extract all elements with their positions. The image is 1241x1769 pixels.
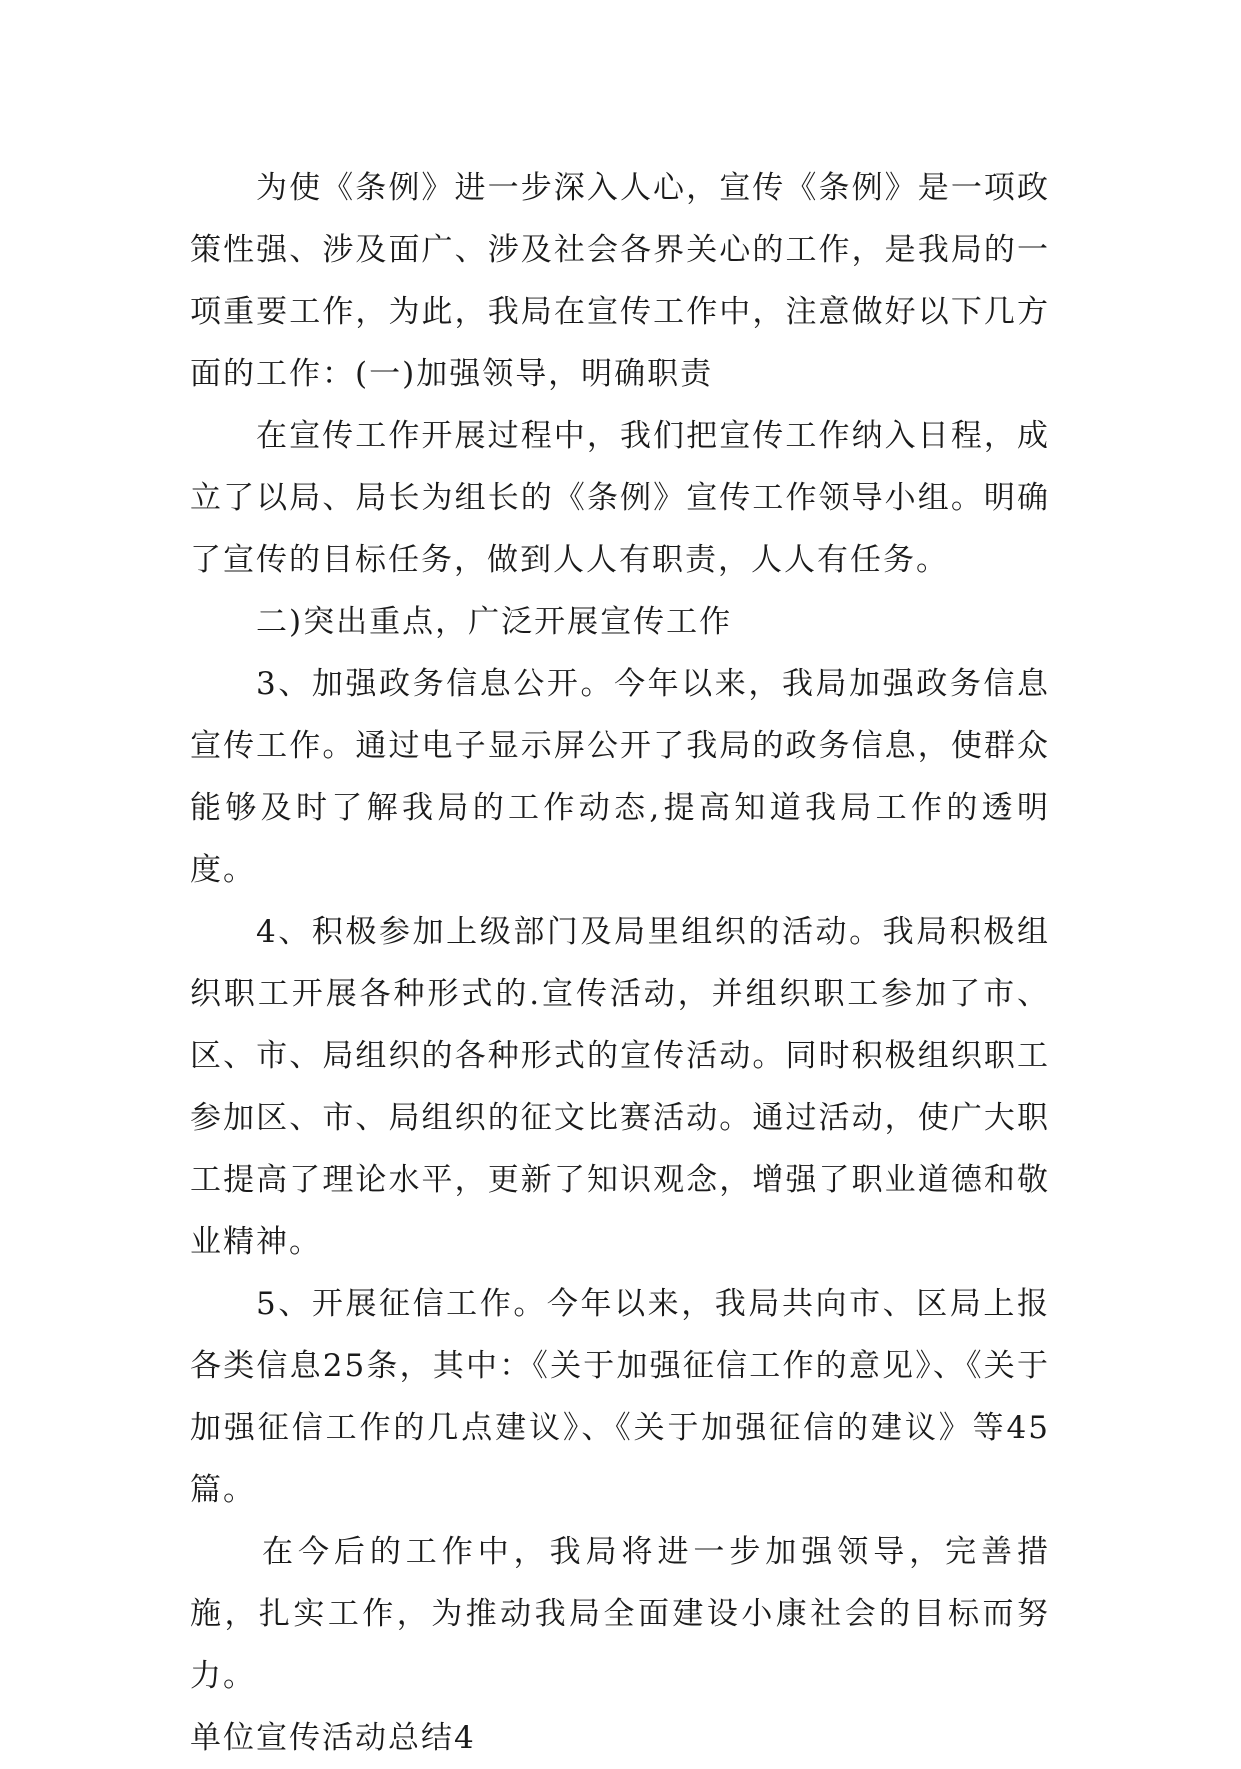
paragraph-item-4: 4、积极参加上级部门及局里组织的活动。我局积极组织职工开展各种形式的.宣传活动，并组织职工参加了市、区、市、局组织的各种形式的宣传活动。同时积极组织职工参加区、市、局组织的征文比赛活动。通过活动，使广大职工提高了理论水平，更新了知识观念，增强了职业道德和敬业精神。 <box>190 914 1050 1260</box>
paragraph-section-heading: 二)突出重点，广泛开展宣传工作 <box>256 604 733 640</box>
section-title: 单位宣传活动总结4 <box>190 1720 476 1756</box>
paragraph-intro: 为使《条例》进一步深入人心，宣传《条例》是一项政策性强、涉及面广、涉及社会各界关心的工作，是我局的一项重要工作，为此，我局在宣传工作中，注意做好以下几方面的工作：(一)加强领导，明确职责 <box>190 170 1050 392</box>
paragraph-item-3: 3、加强政务信息公开。今年以来，我局加强政务信息宣传工作。通过电子显示屏公开了我局的政务信息，使群众能够及时了解我局的工作动态,提高知道我局工作的透明度。 <box>190 666 1050 888</box>
paragraph-leadership: 在宣传工作开展过程中，我们把宣传工作纳入日程，成立了以局、局长为组长的《条例》宣传工作领导小组。明确了宣传的目标任务，做到人人有职责，人人有任务。 <box>190 418 1050 578</box>
document-body <box>190 157 1050 1769</box>
paragraph-conclusion: 在今后的工作中，我局将进一步加强领导，完善措施，扎实工作，为推动我局全面建设小康社会的目标而努力。 <box>190 1534 1050 1694</box>
paragraph-item-5: 5、开展征信工作。今年以来，我局共向市、区局上报各类信息25条，其中：《关于加强征信工作的意见》、《关于加强征信工作的几点建议》、《关于加强征信的建议》等45篇。 <box>190 1286 1050 1508</box>
